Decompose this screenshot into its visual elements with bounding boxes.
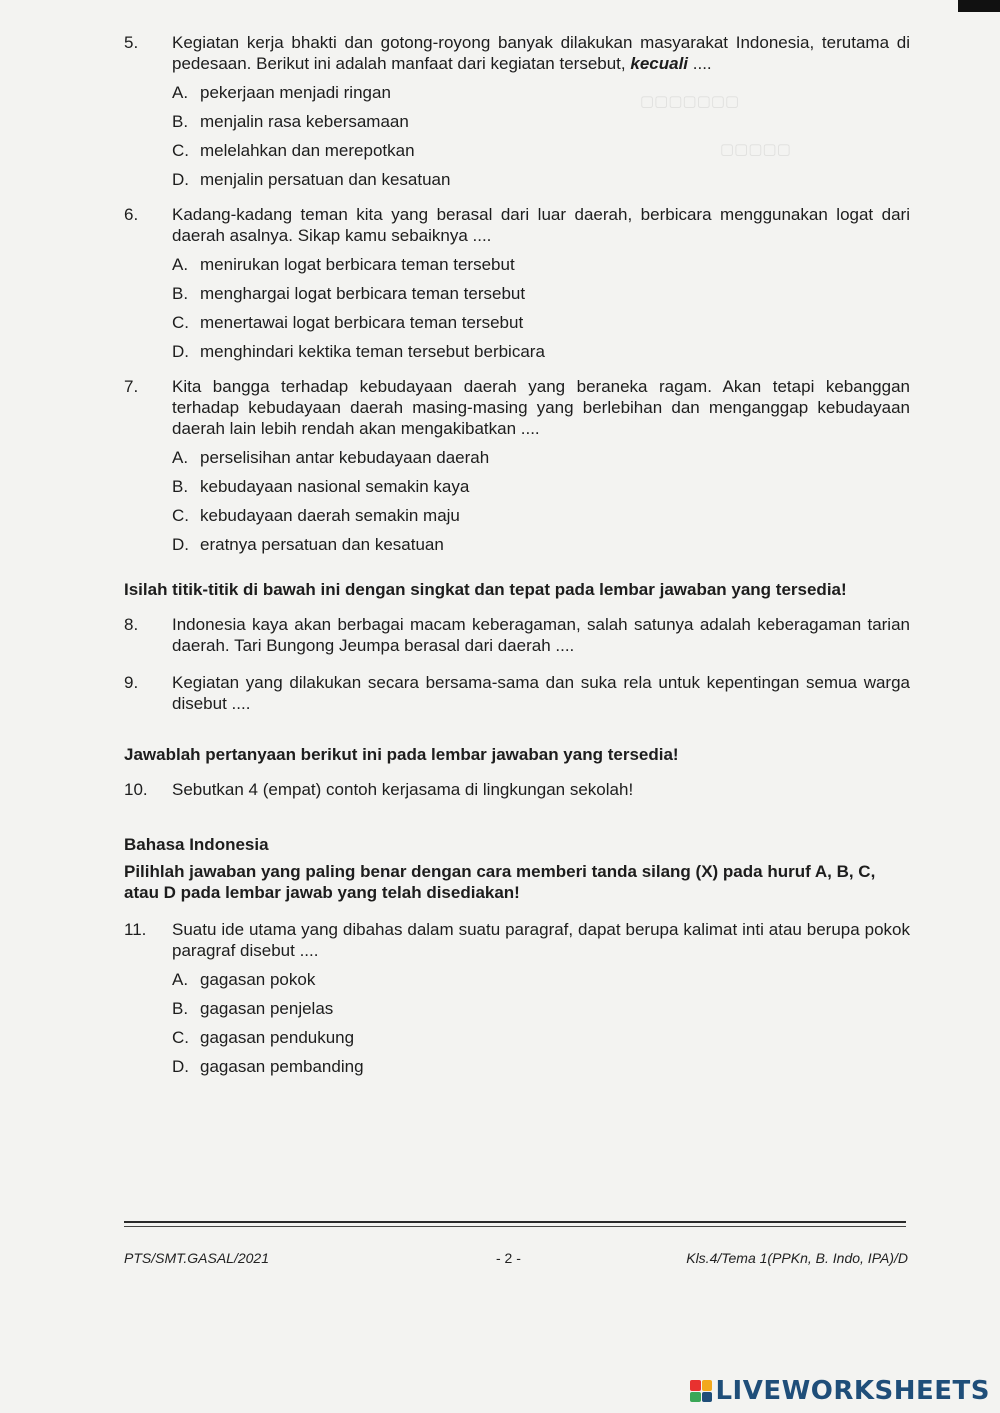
page-number: - 2 - (496, 1250, 521, 1266)
option-b[interactable]: B. gagasan penjelas (172, 999, 334, 1018)
bleed-through: ▢▢▢▢▢▢▢ (640, 93, 740, 110)
option-c[interactable]: C. menertawai logat berbicara teman tersebut (172, 313, 524, 332)
question-stem: Indonesia kaya akan berbagai macam keberagaman, salah satunya adalah keberagaman tarian daerah. Tari Bungong Jeumpa berasal dari daerah .... (172, 615, 910, 655)
question-number: 10. (124, 780, 148, 799)
page-content (124, 32, 910, 1081)
option-b[interactable]: B. kebudayaan nasional semakin kaya (172, 477, 470, 496)
footer-divider (124, 1221, 906, 1223)
option-c[interactable]: C. gagasan pendukung (172, 1028, 355, 1047)
option-b[interactable]: B. menjalin rasa kebersamaan (172, 112, 409, 131)
bleed-through: ▢▢▢▢▢ (720, 141, 791, 158)
question-11 (124, 919, 910, 1081)
option-d[interactable]: D. eratnya persatuan dan kesatuan (172, 535, 444, 554)
option-b[interactable]: B. menghargai logat berbicara teman tersebut (172, 284, 526, 303)
liveworksheets-brand[interactable] (690, 1376, 990, 1406)
emphasis-word: kecuali (630, 54, 689, 73)
question-stem: Kegiatan yang dilakukan secara bersama-sama dan suka rela untuk kepentingan semua warga disebut .... (172, 673, 910, 713)
question-number: 6. (124, 205, 139, 224)
question-stem: Kegiatan kerja bhakti dan gotong-royong banyak dilakukan masyarakat Indonesia, terutama di pedesaan. Berikut ini adalah manfaat dari kegiatan tersebut, kecuali .... (172, 33, 910, 73)
question-7 (124, 376, 910, 559)
question-stem: Suatu ide utama yang dibahas dalam suatu paragraf, dapat berupa kalimat inti atau berupa pokok paragraf disebut .... (172, 920, 910, 960)
question-8 (124, 614, 910, 656)
question-9 (124, 672, 910, 714)
option-list (172, 443, 910, 559)
scan-corner-mark (958, 0, 1000, 12)
option-a[interactable]: A. gagasan pokok (172, 970, 316, 989)
liveworksheets-logo-icon (690, 1380, 712, 1402)
option-a[interactable]: A. perselisihan antar kebudayaan daerah (172, 448, 490, 467)
question-6 (124, 204, 910, 366)
question-number: 11. (124, 920, 147, 939)
brand-name: LIVEWORKSHEETS (715, 1376, 990, 1406)
option-d[interactable]: D. gagasan pembanding (172, 1057, 364, 1076)
option-c[interactable]: C. kebudayaan daerah semakin maju (172, 506, 460, 525)
option-a[interactable]: A. menirukan logat berbicara teman tersebut (172, 255, 515, 274)
option-c[interactable]: C. melelahkan dan merepotkan (172, 141, 415, 160)
instruction-fill-in: Isilah titik-titik di bawah ini dengan singkat dan tepat pada lembar jawaban yang tersedia! (124, 580, 847, 599)
question-stem: Kadang-kadang teman kita yang berasal dari luar daerah, berbicara menggunakan logat dari daerah asalnya. Sikap kamu sebaiknya .... (172, 205, 910, 245)
question-stem: Kita bangga terhadap kebudayaan daerah yang beraneka ragam. Akan tetapi kebanggan terhadap kebudayaan daerah masing-masing yang berlebihan dan menganggap kebudayaan daerah lain lebih rendah akan mengakibatkan .... (172, 377, 910, 438)
question-number: 7. (124, 377, 139, 396)
question-number: 8. (124, 615, 139, 634)
option-list (172, 250, 910, 366)
question-5 (124, 32, 910, 194)
footer-class-theme: Kls.4/Tema 1(PPKn, B. Indo, IPA)/D (686, 1250, 908, 1266)
option-a[interactable]: A. pekerjaan menjadi ringan (172, 83, 391, 102)
option-list (172, 965, 910, 1081)
question-stem: Sebutkan 4 (empat) contoh kerjasama di lingkungan sekolah! (172, 780, 634, 799)
option-d[interactable]: D. menjalin persatuan dan kesatuan (172, 170, 451, 189)
footer-exam-code: PTS/SMT.GASAL/2021 (124, 1250, 269, 1266)
subject-heading: Bahasa Indonesia (124, 835, 269, 854)
question-number: 5. (124, 33, 139, 52)
question-10 (124, 779, 910, 800)
instruction-multiple-choice: Pilihlah jawaban yang paling benar dengan cara memberi tanda silang (X) pada huruf A, B, C, atau D pada lembar jawab yang telah disediakan! (124, 862, 876, 902)
question-number: 9. (124, 673, 139, 692)
instruction-essay: Jawablah pertanyaan berikut ini pada lembar jawaban yang tersedia! (124, 745, 679, 764)
option-list (172, 78, 910, 194)
footer-divider-thin (124, 1226, 906, 1227)
option-d[interactable]: D. menghindari kektika teman tersebut berbicara (172, 342, 545, 361)
